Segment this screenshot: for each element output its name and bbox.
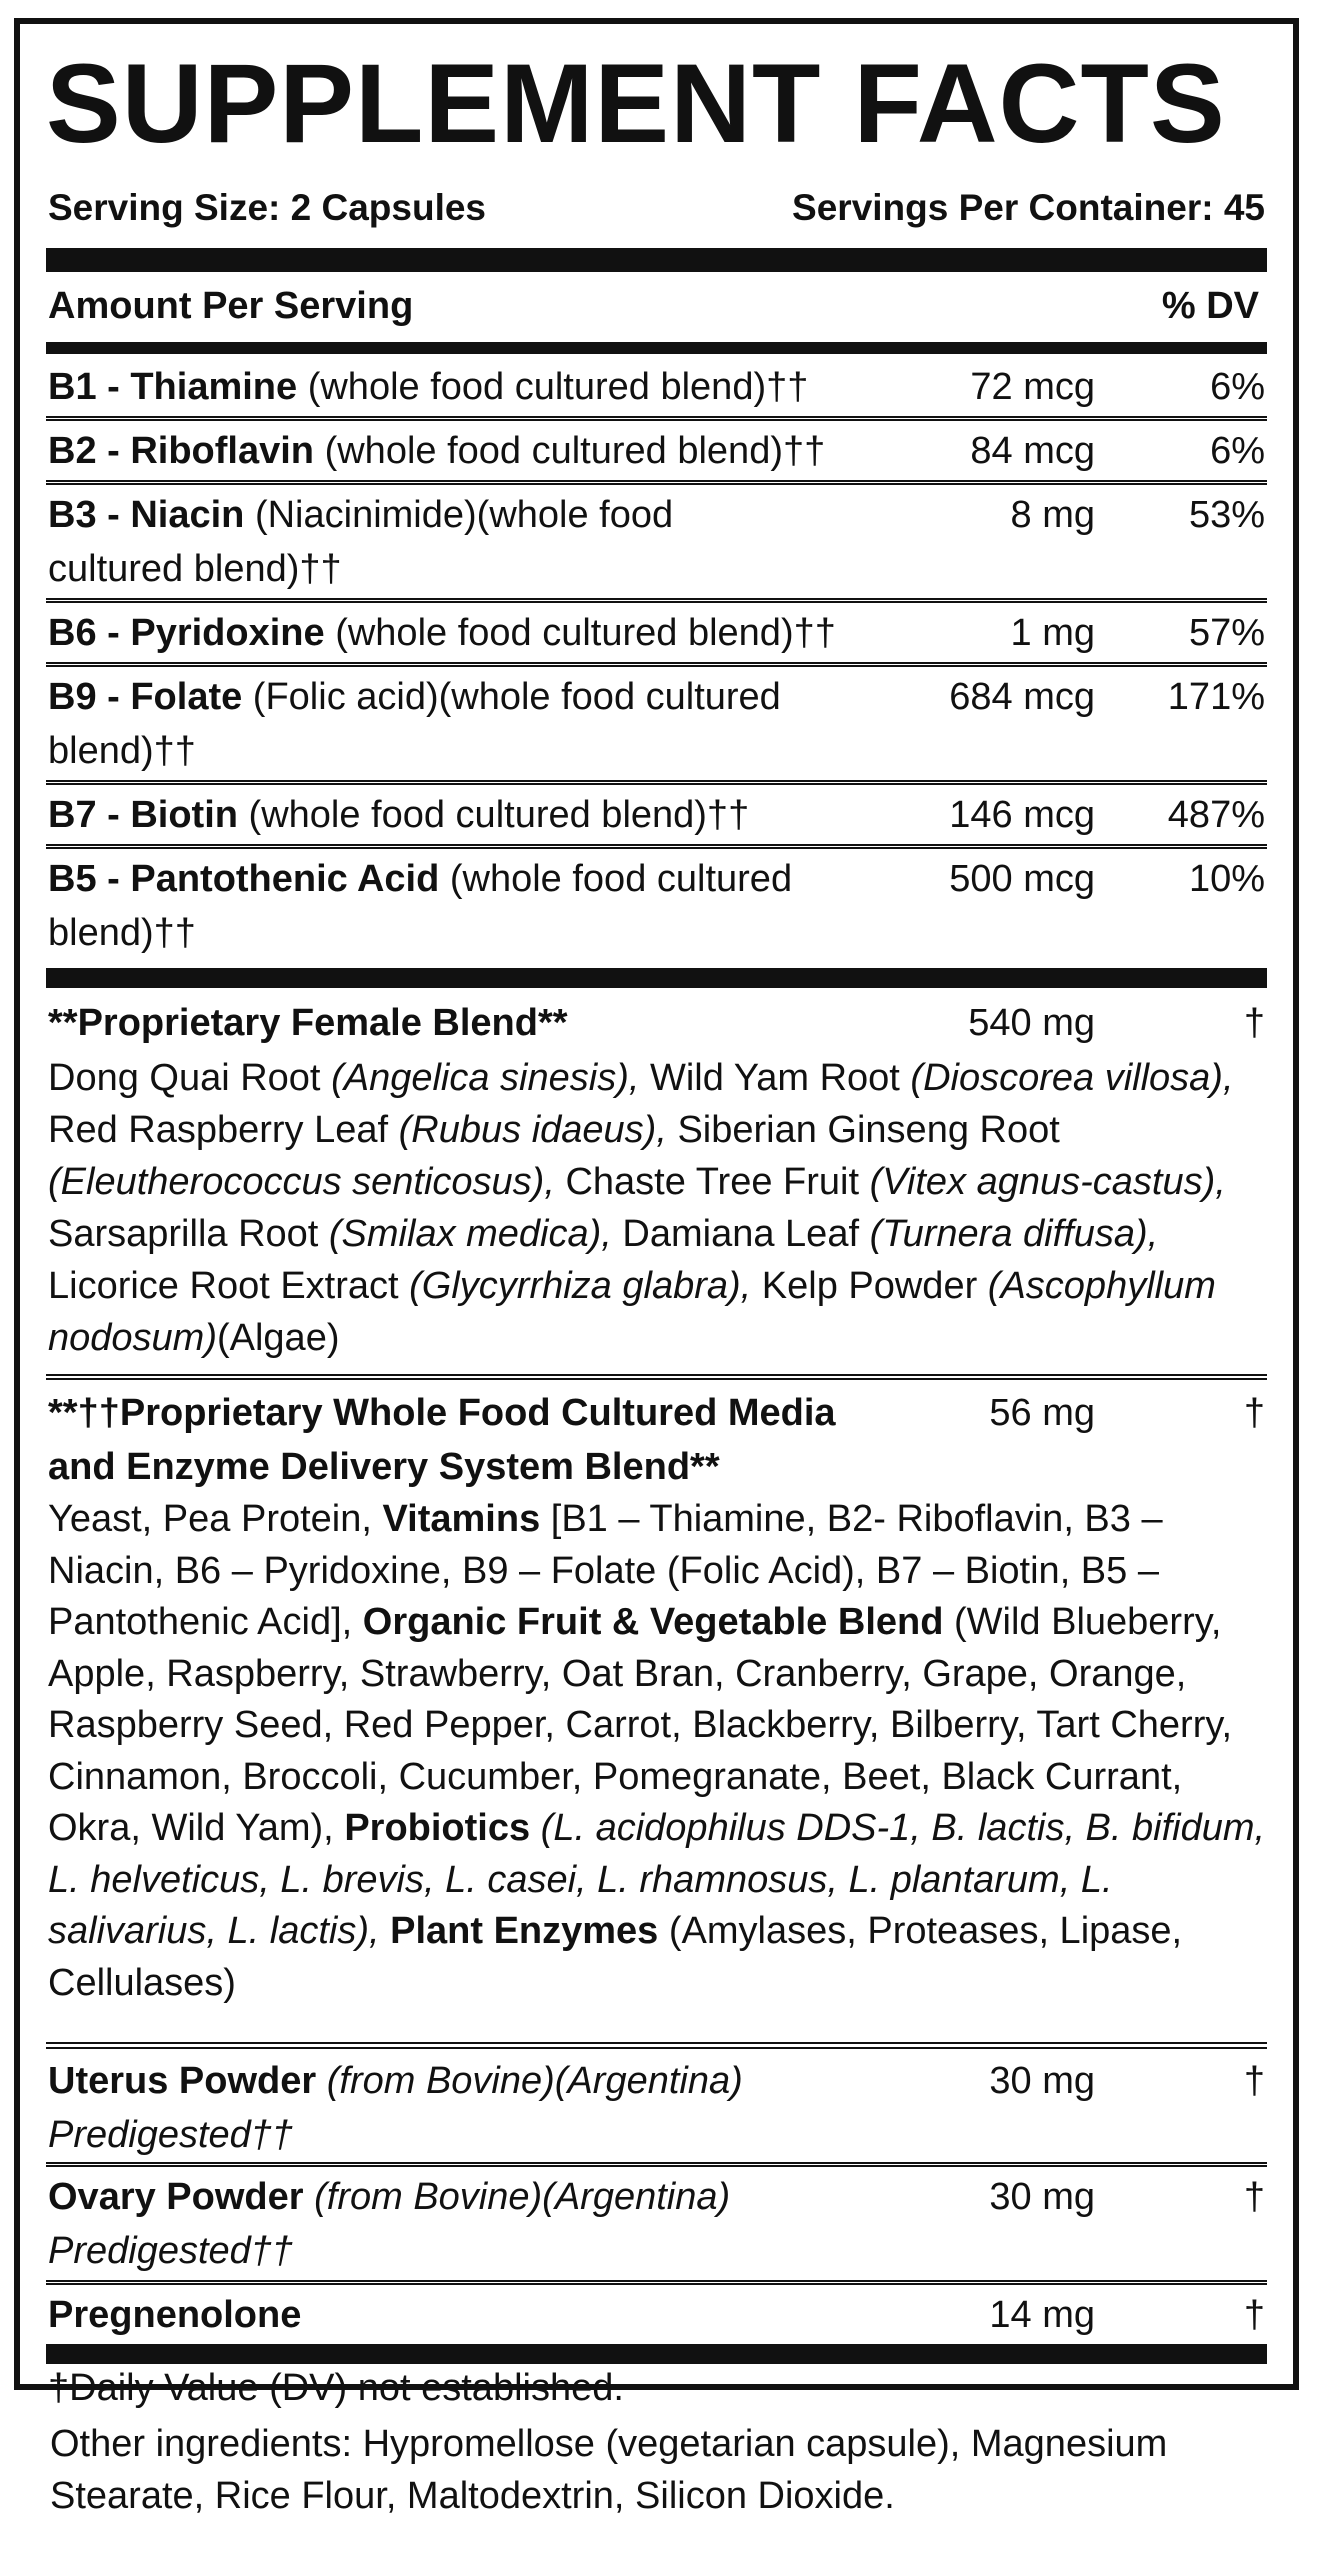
media-blend-dv: † — [1243, 1392, 1265, 1434]
row-divider — [46, 416, 1267, 421]
vitamin-row — [46, 604, 1267, 660]
amount-header — [46, 278, 1267, 334]
vitamin-amount: 684 mcg — [949, 676, 1095, 718]
vitamin-row — [46, 358, 1267, 414]
vitamin-name-cell: B7 - Biotin (whole food cultured blend)†† — [48, 794, 750, 836]
glandular-row — [46, 2286, 1267, 2342]
vitamin-dv: 6% — [1210, 366, 1265, 408]
vitamin-amount: 72 mcg — [970, 366, 1095, 408]
glandular-amount: 30 mg — [989, 2176, 1095, 2218]
vitamin-name-cell: B6 - Pyridoxine (whole food cultured blend)†† — [48, 612, 836, 654]
glandular-amount: 30 mg — [989, 2060, 1095, 2102]
glandular-row — [46, 2052, 1267, 2162]
female-blend-ingredients: Dong Quai Root (Angelica sinesis), Wild Yam Root (Dioscorea villosa), Red Raspberry Leaf (Rubus idaeus), Siberian Ginseng Root (Eleutherococcus senticosus), Chaste Tree Fruit (Vitex agnus-castus), Sarsaprilla Root (Smilax medica), Damiana Leaf (Turnera diffusa), Licorice Root Extract (Glycyrrhiza glabra), Kelp Powder (Ascophyllum nodosum)(Algae) — [48, 1057, 1234, 1359]
vitamin-dv: 171% — [1167, 676, 1265, 718]
vitamin-dv: 6% — [1210, 430, 1265, 472]
dv-footnote: †Daily Value (DV) not established. — [48, 2367, 624, 2409]
row-divider — [46, 598, 1267, 603]
serving-size: Serving Size: 2 Capsules — [48, 187, 487, 228]
supplement-facts-panel — [14, 18, 1299, 2409]
section-divider — [46, 1374, 1267, 1380]
blend-header-row — [46, 994, 1267, 1050]
vitamin-row — [46, 422, 1267, 478]
glandular-dv: † — [1243, 2294, 1265, 2336]
vitamin-dv: 53% — [1188, 494, 1265, 536]
vitamin-amount: 146 mcg — [949, 794, 1095, 836]
glandular-dv: † — [1243, 2060, 1265, 2102]
servings-per-container: Servings Per Container: 45 — [792, 187, 1265, 228]
vitamin-name-cell: B1 - Thiamine (whole food cultured blend)†† — [48, 366, 809, 408]
section-divider — [46, 2042, 1267, 2049]
other-ingredients: Other ingredients: Hypromellose (vegetarian capsule), Magnesium Stearate, Rice Flour, Maltodextrin, Silicon Dioxide. — [50, 2423, 1168, 2517]
vitamin-row — [46, 486, 1267, 596]
media-blend-name: **††Proprietary Whole Food Cultured Media and Enzyme Delivery System Blend** — [48, 1392, 836, 1488]
female-blend-name: **Proprietary Female Blend** — [48, 1002, 568, 1044]
thick-divider — [46, 968, 1267, 988]
row-divider — [46, 662, 1267, 667]
row-divider — [46, 844, 1267, 849]
vitamin-amount: 8 mg — [1010, 494, 1095, 536]
media-blend-ingredients: Yeast, Pea Protein, Vitamins [B1 – Thiamine, B2- Riboflavin, B3 – Niacin, B6 – Pyridoxine, B9 – Folate (Folic Acid), B7 – Biotin, B5 – Pantothenic Acid], Organic Fruit & Vegetable Blend (Wild Blueberry, Apple, Raspberry, Strawberry, Oat Bran, Cranberry, Grape, Orange, Raspberry Seed, Red Pepper, Carrot, Blackberry, Bilberry, Tart Cherry, Cinnamon, Broccoli, Cucumber, Pomegranate, Beet, Black Currant, Okra, Wild Yam), Probiotics (L. acidophilus DDS-1, B. lactis, B. bifidum, L. helveticus, L. brevis, L. casei, L. rhamnosus, L. plantarum, L. salivarius, L. lactis), Plant Enzymes (Amylases, Proteases, Lipase, Cellulases) — [48, 1498, 1266, 2004]
vitamin-row — [46, 786, 1267, 842]
serving-info — [46, 184, 1267, 232]
row-divider — [46, 780, 1267, 785]
label-title: SUPPLEMENT FACTS — [46, 41, 1226, 166]
amount-per-serving: Amount Per Serving — [48, 285, 414, 327]
female-blend-dv: † — [1243, 1002, 1265, 1044]
vitamin-row — [46, 850, 1267, 960]
vitamin-dv: 10% — [1188, 858, 1265, 900]
dv-header: % DV — [1161, 285, 1259, 327]
glandular-name-cell: Uterus Powder (from Bovine)(Argentina) Predigested†† — [48, 2060, 743, 2156]
vitamin-name-cell: B2 - Riboflavin (whole food cultured blend)†† — [48, 430, 826, 472]
glandular-name-cell: Ovary Powder (from Bovine)(Argentina) Predigested†† — [48, 2176, 731, 2272]
row-divider — [46, 480, 1267, 485]
thick-divider — [46, 2344, 1267, 2364]
thick-divider — [46, 248, 1267, 272]
female-blend-amount: 540 mg — [968, 1002, 1095, 1044]
blend-header-row — [46, 1384, 1267, 1494]
vitamin-amount: 84 mcg — [970, 430, 1095, 472]
medium-divider — [46, 342, 1267, 354]
row-divider — [46, 2162, 1267, 2167]
media-blend-amount: 56 mg — [989, 1392, 1095, 1434]
vitamin-row — [46, 668, 1267, 778]
glandular-name-cell: Pregnenolone — [48, 2294, 302, 2336]
vitamin-dv: 57% — [1188, 612, 1265, 654]
glandular-amount: 14 mg — [989, 2294, 1095, 2336]
glandular-row — [46, 2168, 1267, 2278]
vitamin-name-cell: B5 - Pantothenic Acid (whole food cultured blend)†† — [48, 858, 793, 954]
vitamin-name-cell: B3 - Niacin (Niacinimide)(whole food cultured blend)†† — [48, 494, 674, 590]
vitamin-name-cell: B9 - Folate (Folic acid)(whole food cultured blend)†† — [48, 676, 781, 772]
vitamin-amount: 1 mg — [1010, 612, 1095, 654]
vitamin-amount: 500 mcg — [949, 858, 1095, 900]
vitamin-dv: 487% — [1167, 794, 1265, 836]
row-divider — [46, 2280, 1267, 2285]
glandular-dv: † — [1243, 2176, 1265, 2218]
